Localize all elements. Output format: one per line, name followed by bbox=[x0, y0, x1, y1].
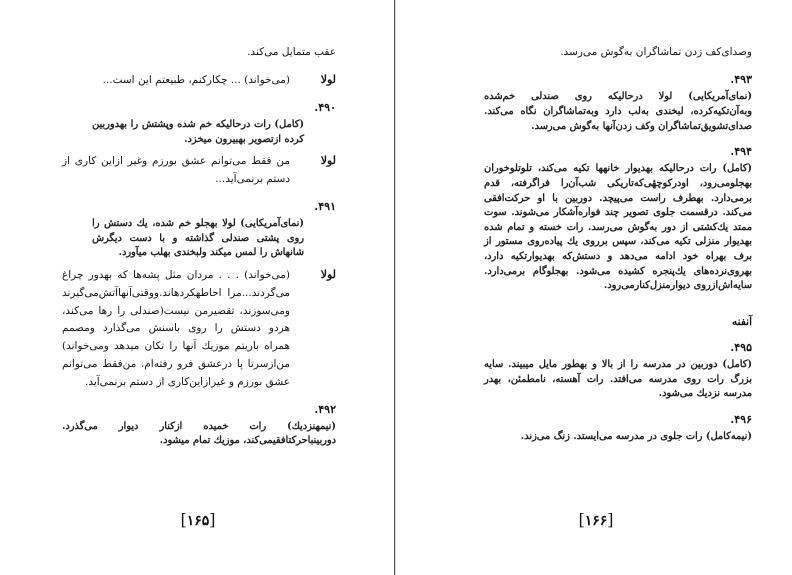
page-number: [۱۶۵] bbox=[180, 510, 216, 529]
scene-number: ۴۹۲. bbox=[314, 402, 336, 416]
dialogue-text: من فقط می‌توانم عشق بورزم وغیر ازاین کاری از دستم برنمی‌آید... bbox=[62, 155, 290, 186]
speaker-name: لولا bbox=[320, 73, 336, 87]
scene-number: ۴۹۰. bbox=[314, 101, 336, 114]
dialogue-line bbox=[62, 267, 336, 392]
scene-direction: (نمای‌آمریکایی) لولا درحالیکه روی صندلی خم‌شده وبه‌آن‌تکیه‌کرده، لبخندی به‌لب دارد وبه‌تماشاگران نگاه می‌کند. صدای‌تشویق‌تماشاگران وکف زدن‌آنها به‌گوش می‌رسد. bbox=[484, 91, 752, 132]
left-page-body bbox=[62, 44, 336, 515]
scene-number: ۴۹۱. bbox=[314, 199, 336, 213]
scene-direction: (نیمه‌کامل) رات جلوی در مدرسه می‌ایستد. زنگ می‌زند. bbox=[520, 431, 752, 443]
right-page bbox=[396, 0, 792, 575]
scene-direction: (کامل) دوربین در مدرسه را از بالا و بهطور مایل میبیند. سایه بزرگ رات روی مدرسه می‌افتد. رات آهسته، نامطمئن، بهدر مدرسه نزدیك می‌شود. bbox=[484, 359, 752, 400]
right-page-body bbox=[484, 44, 752, 515]
scene-number: ۴۹۵. bbox=[730, 340, 752, 354]
page-number-value: ۱۶۵ bbox=[186, 513, 210, 529]
scene-number: ۴۹۶. bbox=[730, 412, 752, 426]
dialogue-line bbox=[62, 153, 336, 189]
scene-direction: (نمای‌آمریکایی) لولا بهجلو خم شده، یك دستش را روی پشتی صندلی گذاشته و با دست دیگرش شانهاش را لمس میکند ولبخندی بهلب میآورد. bbox=[92, 218, 304, 259]
page-number-value: ۱۶۶ bbox=[584, 513, 608, 529]
scene-number: ۴۹۳. bbox=[730, 73, 752, 87]
scene-direction: (کامل) رات درحالیکه بهدیوار خانهها تکیه می‌کند، تلوتلوخوران بهجلومی‌رود، اودرکوچهٔی‌که‌تاریکی شب‌آن‌را فراگرفته، قدم برمی‌دارد. بهطرف راست می‌پیچد. دوربین با او حرکت‌افقی می‌کند. درقسمت جلوی تصویر چند فواره‌آشکار می‌شوند. سوت ممتد یك‌کشتی از دور به‌گوش می‌رسد. رات خسته و تمام شده بهدیوار منزلی تکیه می‌کند، سپس برروی یك پیاده‌روی مستور از برف بهراه خود ادامه می‌دهد و دستش‌که بهدیوارتکیه دارد، بهروی‌نرده‌های یك‌پنجره کشیده می‌شود. بهجلوگام برمی‌دارد. سایه‌اش‌ازروی دیوارمنزل‌کنارمی‌رود. bbox=[484, 163, 752, 292]
dialogue-text: (می‌خواند) . . . مردان مثل پشه‌ها که بهدور چراغ می‌گردند...مرا احاطهکردهاند.ووقتی‌آنهاآتش‌می‌گیرند ومی‌سوزند، تقصیرمن نیست(صندلی را رها می‌کند، هردو دستش را روی باسنش می‌گذارد ومصمم همراه باریتم موزیك آنها را تکان میدهد ومی‌خواند) من‌ازسرتا پا درعشق فرو رفته‌ام. من‌فقط می‌توانم عشق بورزم و غیرازاین‌کاری از دستم برنمی‌آید. bbox=[62, 268, 290, 388]
continuation-text: عقب متمایل می‌کند. bbox=[247, 46, 336, 58]
page-number: [۱۶۶] bbox=[578, 510, 614, 529]
speaker-name: لولا bbox=[320, 267, 336, 281]
dialogue-text: (می‌خواند) ... چکارکنم، طبیعتم این است... bbox=[102, 74, 290, 87]
scene-number: ۴۹۴. bbox=[730, 145, 752, 159]
section-title: آنفنه bbox=[732, 315, 752, 328]
continuation-text: وصدای‌کف زدن تماشاگران به‌گوش می‌رسد. bbox=[560, 46, 752, 58]
scene-direction: (نیمهنزدیك) رات خمیده ازکنار دیوار می‌گذرد. دوربینباحرکتافقیمی‌کند، موزیك تمام میشود. bbox=[62, 420, 336, 447]
scene-direction: (کامل) رات درحالیکه خم شده وپشتش را بهدوربین کرده ازتصویر بهبیرون میخزد. bbox=[92, 119, 304, 145]
left-page bbox=[0, 0, 395, 575]
dialogue-line bbox=[62, 72, 336, 90]
speaker-name: لولا bbox=[320, 154, 336, 168]
